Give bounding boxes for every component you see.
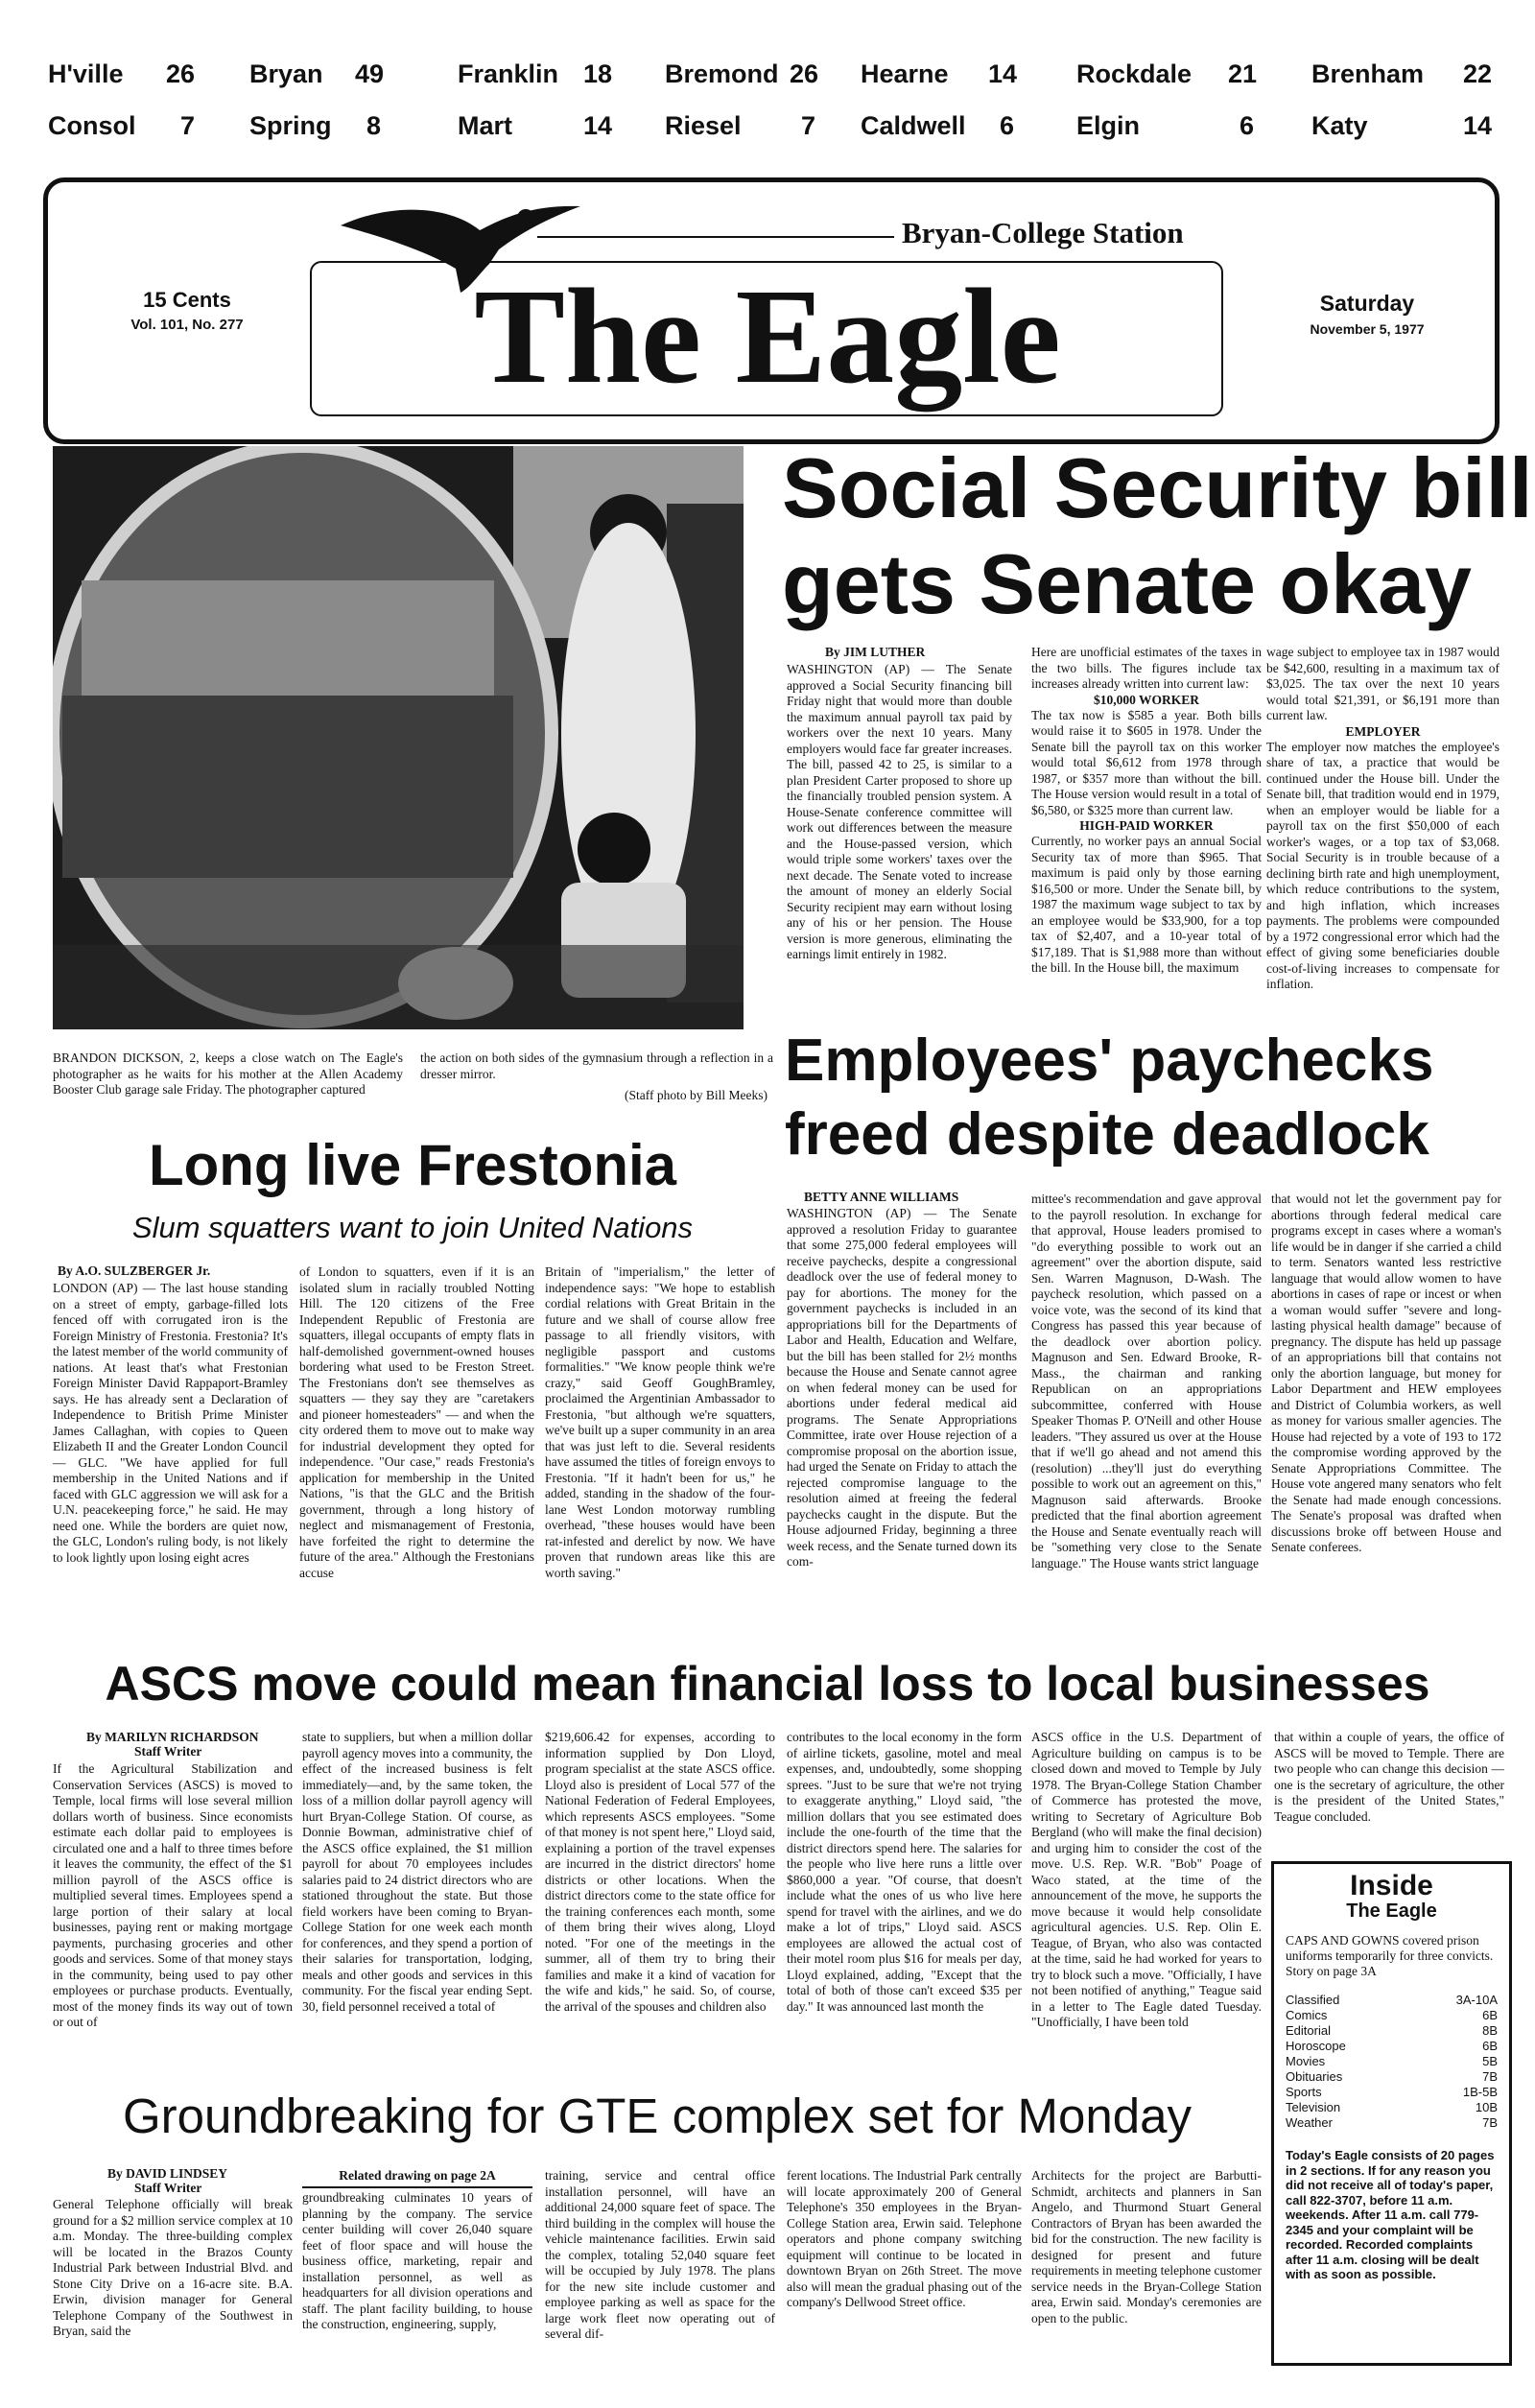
- masthead-price: 15 Cents: [143, 288, 231, 312]
- inside-subtitle: The Eagle: [1346, 1900, 1437, 1922]
- ascs-col-2: state to suppliers, but when a million dollar payroll agency moves into a community, the effect of the increased business is felt immediately—and, by the same token, the loss of a million dollar payroll agency will hurt Bryan-College Station. Of course, as Donnie Bowman, administrative chief of the ASCS office explained, the $1 million payroll for about 70 employees includes salaries paid to 24 district directors who are stationed throughout the state. But those field workers have been coming to Bryan-College Station for one week each month for conferences, and they spend a portion of their salaries for transportation, lodging, meals and other goods and services in this community. For the fiscal year ending Sept. 30, field personnel received a total of: [302, 1730, 532, 2014]
- index-row: [1286, 2008, 1498, 2023]
- paychecks-byline: BETTY ANNE WILLIAMS: [804, 1190, 959, 1204]
- social-security-col-2-highpaid: Currently, no worker pays an annual Social Security tax of more than $965. That maximum is paid only by those earning $16,500 or more. Under the Senate bill, by 1987 the maximum wage subject to tax by an employee would be $33,900, for a top tax of $2,407, and a 10-year total of $17,189. That is $1,988 more than without the bill. In the House bill, the maximum: [1031, 834, 1262, 975]
- inside-index-box: [1271, 1861, 1512, 2366]
- frestonia-col-1: LONDON (AP) — The last house standing on a street of empty, garbage-filled lots fenced off with corrugated iron is the Foreign Ministry of Frestonia. Frestonia? It's the latest member of the world community of nations. At least that's what Frestonian Foreign Minister David Rappaport-Bramley says. He has already sent a Declaration of Independence to British Prime Minister James Callaghan, with copies to Queen Elizabeth II and the Greater London Council — GLC. "We have applied for full membership in the United Nations and if faced with GLC aggression we will ask for a U.N. peacekeeping force," he said. He may need one. While the borders are quiet now, the GLC, London's ruling body, is not likely to look lightly upon losing eight acres: [53, 1281, 288, 1565]
- gte-byline: By DAVID LINDSEY: [107, 2166, 228, 2181]
- ascs-byline: By MARILYN RICHARDSON: [86, 1730, 259, 1744]
- frestonia-byline: By A.O. SULZBERGER Jr.: [58, 1263, 211, 1278]
- ascs-col-3: $219,606.42 for expenses, according to information supplied by Don Lloyd, program specialist at the state ASCS office. Lloyd also is president of Local 577 of the National Federation of Federal Employees, which represents ASCS employees. "Some of that money is not spent here," Lloyd said, explaining a portion of the travel expenses are incurred in the district directors' home districts or other locations. When the district directors come to the state office for the training conferences each month, some of them bring their wives along, Lloyd noted. "For one of the meetings in the summer, all of them try to bring their families and make it a kind of vacation for the wife and kids," he said. So, of course, the arrival of the spouses and children also: [545, 1730, 775, 2014]
- ascs-col-4: contributes to the local economy in the form of airline tickets, gasoline, motel and meal expenses, and, undoubtedly, some shopping sprees. "Just to be sure that we're not trying to exaggerate anything," Lloyd said, "the million dollars that you see estimated does include the one-fourth of the time that the district directors spend here. The salaries for the people who live here runs a little over $860,000 a year. "Of course, that doesn't include what the ones of us who live here spend for travel with the airlines, and we do make a lot of trips," Lloyd said. ASCS employees are allowed the actual cost of their motel room plus $16 for meals per day, Lloyd explained, adding, "Except that the total of both of those can't exceed $35 per day." It was announced last month the: [787, 1730, 1022, 2014]
- inside-lead: CAPS AND GOWNS covered prison uniforms temporarily for three convicts. Story on page 3A: [1286, 1933, 1494, 1978]
- social-security-col-3-wage: wage subject to employee tax in 1987 would be $42,600, resulting in a maximum tax of $3,025. The tax over the next 10 years would total $21,391, or $6,191 more than current law.: [1266, 645, 1500, 722]
- ascs-staff: Staff Writer: [134, 1744, 202, 1759]
- score-team: Elgin: [1076, 111, 1140, 140]
- social-security-byline: By JIM LUTHER: [825, 645, 926, 659]
- index-section: Editorial: [1286, 2023, 1331, 2038]
- score-value: 26: [166, 59, 196, 88]
- score-value: 14: [583, 111, 613, 140]
- paychecks-col-1: WASHINGTON (AP) — The Senate approved a resolution Friday to guarantee that some 275,000 federal employees will receive paychecks, despite a congressional deadlock over the use of federal money to pay for abortions. The money for the government paychecks is included in an appropriations bill for the Departments of Labor and Health, Education and Welfare, but the bill has been stalled for 2½ months because the House and Senate cannot agree on when federal money can be used for abortions under federal medical aid programs. The Senate Appropriations Committee, irate over House rejection of a compromise proposal on the abortion issue, had urged the Senate on Friday to attach the rejected compromise language to the resolution aimed at freeing the federal paychecks caught in the dispute. But the House adjourned Friday, beginning a three week recess, and the Senate turned down its com-: [787, 1206, 1017, 1569]
- inside-note: Today's Eagle consists of 20 pages in 2 sections. If for any reason you did not receive all of today's paper, call 822-3707, before 11 a.m. weekends. After 11 a.m. call 779-2345 and your complaint will be recorded. Recorded complaints after 11 a.m. closing will be dealt with as soon as possible.: [1286, 2148, 1495, 2281]
- index-row: [1286, 2039, 1498, 2054]
- front-page-photo: [53, 446, 744, 1029]
- photo-caption-right: the action on both sides of the gymnasium through a reflection in a dresser mirror.: [420, 1051, 773, 1081]
- frestonia-col-3: Britain of "imperialism," the letter of independence says: "We hope to establish cordial relations with Great Britain in the future and we shall of course allow free passage to all friendly visitors, with negligible passport and customs formalities." "We know people think we're crazy," said Geoff GoughBramley, proclaimed the Argentinian Ambassador to Frestonia, "but although we're squatters, we've built up a super community in an area that was just left to die. Several residents have assumed the titles of foreign envoys to Frestonia. "If it hadn't been for us," he added, standing in the shadow of the four-lane West London motorway rumbling overhead, "these houses would have been rat-infested and derelict by now. We have proven that rundown areas like this are worth saving.": [545, 1264, 775, 1580]
- social-security-col-3-employer: The employer now matches the employee's share of tax, a practice that would be continued under the House bill. Under the Senate bill, that tradition would end in 1979, when an employer would be liable for a payroll tax on the first $50,000 of each worker's wages, or a top tax of $3,068. Social Security is in trouble because of a declining birth rate and high unemployment, which reduce contributions to the system, and high inflation, which increases payments. The problems were compounded by a 1972 congressional error which had the effect of giving some beneficiaries double cost-of-living increases to compensate for inflation.: [1266, 739, 1500, 991]
- social-security-col-1: WASHINGTON (AP) — The Senate approved a Social Security financing bill Friday night that would more than double the maximum annual payroll tax paid by workers over the next 10 years. Many employers would face far greater increases. The bill, passed 42 to 25, is similar to a plan President Carter proposed to shore up the financially troubled pension system. A House-Senate conference committee will work out differences between the measure and the House-passed version, which would triple some workers' taxes over the next decade. The Senate voted to increase the amount of money an elderly Social Security recipient may earn without losing any of his or her pension. The House version is more generous, eliminating the earnings limit entirely in 1982.: [787, 662, 1012, 961]
- frestonia-col-2: of London to squatters, even if it is an isolated slum in racially troubled Notting Hill. The 120 citizens of the Free Independent Republic of Frestonia are squatters, illegal occupants of empty flats in half-demolished government-owned houses bordering what used to be Freston Street. The Frestonians don't see themselves as squatters — they say they are "caretakers and pioneer homesteaders" — and when the city ordered them to move out to make way for industrial development they opted for independence. "Our case," reads Frestonia's application for membership in the United Nations, "is that the GLC and the British government, through a long history of neglect and mismanagement of Frestonia, have forfeited the right to determine the future of the area." Although the Frestonians accuse: [299, 1264, 534, 1580]
- masthead-day: Saturday: [1319, 291, 1415, 316]
- ascs-headline: ASCS move could mean financial loss to local businesses: [105, 1657, 1430, 1711]
- score-value: 6: [1240, 111, 1255, 140]
- index-page: 7B: [1482, 2115, 1498, 2130]
- social-security-col-2: [1031, 645, 1262, 1031]
- index-row: [1286, 2100, 1498, 2115]
- index-page: 3A-10A: [1455, 1993, 1498, 2007]
- paychecks-col-3: that would not let the government pay for abortions through federal medical care programs except in cases where a woman's life would be in danger if she carried a child to term. Senators wanted less restrictive language that would allow women to have abortions in cases of rape or incest or when a woman would suffer "severe and long-lasting physical health damage" because of pregnancy. The dispute has held up passage of an appropriations bill that contains not only the abortion language, but money for Labor Department and HEW employees and District of Columbia workers, as well as money for various smaller agencies. The House had rejected by a vote of 193 to 172 the compromise wording approved by the Senate Appropriations Committee. The House vote angered many senators who felt the Senate had made enough concessions. The Senate's proposal was drafted when discussions broke off between House and Senate conferees.: [1271, 1192, 1501, 1554]
- score-team: Caldwell: [861, 111, 966, 140]
- index-page: 1B-5B: [1462, 2085, 1498, 2099]
- index-page: 7B: [1482, 2069, 1498, 2084]
- social-security-col-2-worker: The tax now is $585 a year. Both bills would raise it to $605 in 1978. Under the Senate bill the payroll tax on this worker would total $6,612 from 1978 through 1987, or $357 more than without the bill. The House version would result in a total of $6,580, or $325 more than current law.: [1031, 707, 1262, 817]
- score-team: Hearne: [861, 59, 949, 88]
- inside-index-list: [1286, 1993, 1498, 2131]
- scores-row-2: [43, 111, 1501, 150]
- score-value: 18: [583, 59, 613, 88]
- gte-col-2: groundbreaking culminates 10 years of planning by the company. The service center building will cover 26,040 square feet of floor space and will house the business office, marketing, repair and installation personnel, as well as headquarters for all division operations and staff. The plant facility building, to house the construction, engineering, supply,: [302, 2190, 532, 2331]
- photo-illustration: [53, 446, 744, 1029]
- score-team: Bryan: [249, 59, 323, 88]
- index-section: Obituaries: [1286, 2069, 1343, 2084]
- index-row: [1286, 2023, 1498, 2039]
- masthead-date: November 5, 1977: [1310, 321, 1425, 337]
- score-team: Spring: [249, 111, 332, 140]
- inside-title: Inside: [1350, 1870, 1433, 1901]
- gte-col-1: General Telephone officially will break ground for a $2 million service complex at 10 a.m. Monday. The three-building complex will be located in the Brazos County Industrial Park between Industrial Blvd. and Stone City Drive on a 16-acre site. B.A. Erwin, division manager for General Telephone Company of the Southwest in Bryan, said the: [53, 2197, 293, 2338]
- masthead-volume: Vol. 101, No. 277: [130, 317, 244, 333]
- gte-headline: Groundbreaking for GTE complex set for Monday: [122, 2089, 1192, 2143]
- gte-related-note: Related drawing on page 2A: [302, 2168, 532, 2188]
- score-team: Brenham: [1311, 59, 1425, 88]
- index-section: Sports: [1286, 2085, 1322, 2099]
- paychecks-col-2: mittee's recommendation and gave approval to the payroll resolution. In exchange for that approval, House leaders promised to "do everything possible to work out an agreement" over the abortion dispute, said Sen. Warren Magnuson, D-Wash. The paycheck resolution, which passed on a voice vote, was the second of its kind that Congress has passed this year because of the deadlock over abortion policy. Magnuson and Sen. Edward Brooke, R-Mass., the chairman and ranking Republican on an appropriations subcommittee, conferred with House Speaker Thomas P. O'Neill and other House leaders. "They assured us over at the House that if we'll go ahead and not amend this (resolution) ...they'll just do everything possible to work out an agreement on this," Magnuson said afterwards. Brooke predicted that the final abortion agreement the House and Senate eventually reach will be "something very close to the Senate language." The House wants strict language: [1031, 1192, 1262, 1570]
- social-security-subhead-highpaid: HIGH-PAID WORKER: [1079, 818, 1214, 833]
- index-page: 8B: [1482, 2023, 1498, 2038]
- ascs-col-6: that within a couple of years, the office of ASCS will be moved to Temple. There are two people who can change this decision — one is the secretary of agriculture, the other is the president of the United States," Teague concluded.: [1274, 1730, 1504, 1824]
- score-team: Mart: [458, 111, 513, 140]
- score-value: 21: [1228, 59, 1258, 88]
- masthead-rule: [537, 236, 894, 238]
- social-security-col-3: [1266, 645, 1500, 1031]
- index-row: [1286, 2115, 1498, 2131]
- social-security-subhead-worker: $10,000 WORKER: [1093, 692, 1199, 707]
- gte-staff: Staff Writer: [134, 2181, 202, 2195]
- scores-row-1: [43, 59, 1501, 98]
- score-value: 8: [366, 111, 382, 140]
- masthead-station: Bryan-College Station: [902, 216, 1184, 249]
- score-value: 7: [180, 111, 196, 140]
- index-section: Classified: [1286, 1993, 1340, 2007]
- social-security-subhead-employer: EMPLOYER: [1345, 723, 1421, 739]
- index-section: Weather: [1286, 2115, 1333, 2130]
- index-page: 5B: [1482, 2054, 1498, 2068]
- ascs-col-1: If the Agricultural Stabilization and Conservation Services (ASCS) is moved to Temple, local firms will lose several million dollars worth of business. Since economists estimate each dollar paid to employees is circulated one and a half to three times before it leaves the community, the effect of the $1 million payroll of the ASCS office is multiplied several times. Employees spend a large portion of their salary at local businesses, paying rent or making mortgage payments, purchasing groceries and other goods and services. Some of that money stays in the community, being used to pay other employees or purchase products. Eventually, most of the money finds its way out of town or out of: [53, 1761, 293, 2029]
- score-team: Franklin: [458, 59, 559, 88]
- score-team: Rockdale: [1076, 59, 1193, 88]
- score-team: Consol: [48, 111, 136, 140]
- gte-col-5: Architects for the project are Barbutti-Schmidt, architects and planners in San Angelo, and Thurmond Stuart General Contractors of Bryan has been awarded the bid for the construction. The new facility is designed for present and future requirements in meeting telephone customer service needs in the Bryan-College Station area, Erwin said. Monday's ceremonies are open to the public.: [1031, 2168, 1262, 2325]
- score-value: 26: [790, 59, 819, 88]
- score-value: 14: [988, 59, 1018, 88]
- frestonia-headline: Long live Frestonia: [148, 1133, 677, 1197]
- social-security-headline-1: Social Security bill: [782, 440, 1533, 535]
- photo-credit: (Staff photo by Bill Meeks): [625, 1088, 768, 1102]
- score-value: 7: [801, 111, 816, 140]
- index-section: Horoscope: [1286, 2039, 1346, 2053]
- masthead-title: The Eagle: [474, 260, 1061, 412]
- frestonia-subhead: Slum squatters want to join United Nations: [131, 1211, 694, 1244]
- index-section: Movies: [1286, 2054, 1326, 2068]
- score-value: 49: [355, 59, 385, 88]
- index-row: [1286, 1993, 1498, 2008]
- index-row: [1286, 2069, 1498, 2085]
- social-security-headline-2: gets Senate okay: [782, 536, 1472, 631]
- score-team: Riesel: [665, 111, 742, 140]
- index-page: 6B: [1482, 2008, 1498, 2022]
- index-row: [1286, 2085, 1498, 2100]
- ascs-col-5: ASCS office in the U.S. Department of Agriculture building on campus is to be closed down and moved to Temple by July 1978. The Bryan-College Station Chamber of Commerce has protested the move, writing to Secretary of Agriculture Bob Bergland (who will make the final decision) and urging him to consider the cost of the move. U.S. Rep. W.R. "Bob" Poage of Waco stated, at the time of the announcement of the move, he supports the move because it would help consolidate agricultural agencies. U.S. Rep. Olin E. Teague, of Bryan, who also was contacted at the time, said he had worked for years to try to block such a move. "Officially, I have not been notified of anything," Teague said in a letter to The Eagle dated Tuesday. "Unofficially, I have been told: [1031, 1730, 1262, 2029]
- score-team: H'ville: [48, 59, 124, 88]
- index-section: Television: [1286, 2100, 1341, 2114]
- social-security-col-2-intro: Here are unofficial estimates of the taxes in the two bills. The figures include tax increases already written into current law:: [1031, 645, 1262, 691]
- paychecks-headline-1: Employees' paychecks: [785, 1027, 1434, 1094]
- index-page: 6B: [1482, 2039, 1498, 2053]
- score-value: 14: [1463, 111, 1493, 140]
- score-value: 6: [1000, 111, 1015, 140]
- gte-col-3: training, service and central office installation personnel, will have an additional 24,000 square feet of space. The third building in the complex will house the vehicle maintenance facilities. Erwin said the complex, totaling 52,040 square feet will be occupied by July 1978. The plans for the new site include customer and employee parking as well as space for the large work fleet now operating out of several dif-: [545, 2168, 775, 2341]
- gte-col-4: ferent locations. The Industrial Park centrally will locate approximately 200 of General Telephone's 350 employees in the Bryan-College Station area, Erwin said. Telephone operators and phone company switching equipment will continue to be located in downtown Bryan on 26th Street. The move also will mean the gradual phasing out of the company's Dellwood Street office.: [787, 2168, 1022, 2309]
- photo-caption-left: BRANDON DICKSON, 2, keeps a close watch on The Eagle's photographer as he waits for his mother at the Allen Academy Booster Club garage sale Friday. The photographer captured: [53, 1051, 403, 1097]
- index-section: Comics: [1286, 2008, 1328, 2022]
- score-value: 22: [1463, 59, 1493, 88]
- paychecks-headline-2: freed despite deadlock: [785, 1101, 1429, 1168]
- index-row: [1286, 2054, 1498, 2069]
- index-page: 10B: [1475, 2100, 1498, 2114]
- score-team: Bremond: [665, 59, 779, 88]
- score-team: Katy: [1311, 111, 1368, 140]
